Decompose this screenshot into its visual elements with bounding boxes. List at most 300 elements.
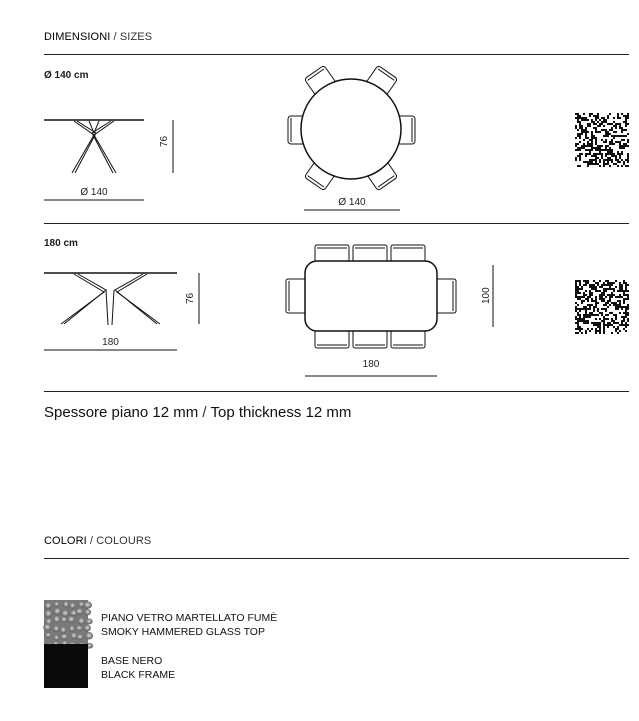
qr-module xyxy=(595,286,597,288)
qr-module xyxy=(601,129,603,131)
top-thickness-sep: / xyxy=(198,404,211,421)
qr-module xyxy=(607,115,609,117)
qr-module xyxy=(623,135,625,137)
qr-module xyxy=(601,149,603,151)
qr-module xyxy=(587,153,589,155)
qr-module xyxy=(587,131,589,133)
colours-title-en: COLOURS xyxy=(96,535,152,547)
qr-module xyxy=(619,117,621,119)
qr-module xyxy=(579,314,581,316)
qr-module xyxy=(619,302,621,304)
qr-module xyxy=(627,298,629,300)
qr-module xyxy=(609,159,611,161)
glass-dimple xyxy=(60,616,67,622)
qr-module xyxy=(611,123,613,125)
qr-module xyxy=(627,161,629,163)
qr-module xyxy=(577,129,579,131)
qr-module xyxy=(589,153,591,155)
glass-dimple xyxy=(86,619,93,625)
qr-module xyxy=(583,306,585,308)
qr-module xyxy=(613,125,615,127)
qr-module xyxy=(577,165,579,167)
qr-module xyxy=(585,298,587,300)
qr-module xyxy=(595,282,597,284)
qr-module xyxy=(591,119,593,121)
qr-module xyxy=(581,145,583,147)
qr-module xyxy=(589,312,591,314)
glass-dimple xyxy=(69,625,75,632)
qr-module xyxy=(579,147,581,149)
qr-module xyxy=(607,284,609,286)
qr-module xyxy=(593,308,595,310)
qr-module xyxy=(595,159,597,161)
qr-module xyxy=(603,165,605,167)
qr-module xyxy=(577,288,579,290)
qr-module xyxy=(577,290,579,292)
qr-module xyxy=(627,320,629,322)
qr-module xyxy=(623,280,625,282)
qr-module xyxy=(575,117,577,119)
top-thickness-it: Spessore piano 12 mm xyxy=(44,404,199,421)
qr-module xyxy=(593,159,595,161)
qr-module xyxy=(593,127,595,129)
round-rule xyxy=(44,223,629,224)
qr-module xyxy=(585,316,587,318)
qr-module xyxy=(623,312,625,314)
qr-module xyxy=(611,296,613,298)
qr-module xyxy=(611,151,613,153)
qr-module xyxy=(591,314,593,316)
qr-module xyxy=(617,153,619,155)
qr-module xyxy=(579,308,581,310)
qr-module xyxy=(599,159,601,161)
qr-module xyxy=(583,316,585,318)
qr-module xyxy=(617,115,619,117)
qr-module xyxy=(627,155,629,157)
round-top-width: Ø 140 xyxy=(338,197,366,208)
qr-module xyxy=(601,286,603,288)
qr-module xyxy=(577,119,579,121)
qr-module xyxy=(615,304,617,306)
qr-module xyxy=(599,312,601,314)
qr-module xyxy=(625,115,627,117)
qr-module xyxy=(597,125,599,127)
qr-module xyxy=(577,117,579,119)
qr-module xyxy=(589,294,591,296)
qr-module xyxy=(603,159,605,161)
qr-module xyxy=(613,322,615,324)
qr-module xyxy=(575,125,577,127)
qr-module xyxy=(623,318,625,320)
qr-module xyxy=(605,314,607,316)
qr-module xyxy=(617,159,619,161)
qr-module xyxy=(603,316,605,318)
qr-module xyxy=(575,316,577,318)
qr-module xyxy=(585,155,587,157)
qr-module xyxy=(611,284,613,286)
qr-module xyxy=(621,127,623,129)
qr-module xyxy=(575,294,577,296)
qr-module xyxy=(627,133,629,135)
qr-module xyxy=(581,302,583,304)
qr-module xyxy=(619,147,621,149)
qr-module xyxy=(611,302,613,304)
qr-module xyxy=(625,125,627,127)
qr-module xyxy=(581,296,583,298)
glass-dimple xyxy=(63,601,69,608)
qr-module xyxy=(587,320,589,322)
qr-module xyxy=(579,117,581,119)
qr-module xyxy=(587,308,589,310)
qr-module xyxy=(575,286,577,288)
qr-module xyxy=(597,310,599,312)
qr-module xyxy=(603,330,605,332)
qr-module xyxy=(577,332,579,334)
qr-module xyxy=(627,157,629,159)
qr-module xyxy=(591,147,593,149)
qr-module xyxy=(603,318,605,320)
qr-module xyxy=(605,121,607,123)
qr-module xyxy=(587,161,589,163)
qr-module xyxy=(591,137,593,139)
qr-module xyxy=(579,133,581,135)
qr-module xyxy=(607,153,609,155)
qr-module xyxy=(625,324,627,326)
qr-module xyxy=(583,322,585,324)
qr-module xyxy=(599,322,601,324)
qr-module xyxy=(583,143,585,145)
qr-module xyxy=(601,157,603,159)
qr-module xyxy=(605,280,607,282)
qr-module xyxy=(627,314,629,316)
qr-module xyxy=(603,163,605,165)
top-thickness xyxy=(44,404,351,421)
qr-module xyxy=(585,312,587,314)
qr-module xyxy=(585,135,587,137)
qr-module xyxy=(581,320,583,322)
qr-module xyxy=(579,115,581,117)
qr-module xyxy=(595,119,597,121)
qr-module xyxy=(613,153,615,155)
qr-module xyxy=(605,159,607,161)
qr-module xyxy=(613,117,615,119)
qr-module xyxy=(599,119,601,121)
qr-module xyxy=(595,306,597,308)
qr-module xyxy=(627,145,629,147)
qr-module xyxy=(589,163,591,165)
qr-module xyxy=(627,141,629,143)
qr-module xyxy=(583,296,585,298)
qr-module xyxy=(603,141,605,143)
qr-module xyxy=(599,123,601,125)
qr-module xyxy=(591,292,593,294)
qr-module xyxy=(601,123,603,125)
qr-module xyxy=(585,117,587,119)
qr-module xyxy=(583,294,585,296)
qr-module xyxy=(601,314,603,316)
qr-module xyxy=(579,282,581,284)
qr-module xyxy=(577,308,579,310)
qr-module xyxy=(577,147,579,149)
qr-module xyxy=(595,157,597,159)
qr-module xyxy=(619,155,621,157)
qr-module xyxy=(581,129,583,131)
qr-module xyxy=(579,298,581,300)
qr-module xyxy=(593,322,595,324)
rect-rule xyxy=(44,391,629,392)
qr-module xyxy=(611,149,613,151)
round-side-legs xyxy=(72,121,116,173)
qr-module xyxy=(597,121,599,123)
qr-module xyxy=(603,288,605,290)
qr-module xyxy=(579,316,581,318)
qr-module xyxy=(587,163,589,165)
qr-module xyxy=(615,123,617,125)
qr-module xyxy=(583,139,585,141)
qr-module xyxy=(617,151,619,153)
qr-module xyxy=(605,302,607,304)
qr-module xyxy=(621,131,623,133)
qr-module xyxy=(585,153,587,155)
qr-module xyxy=(611,320,613,322)
qr-module xyxy=(627,139,629,141)
qr-module xyxy=(575,113,577,115)
qr-module xyxy=(575,137,577,139)
qr-module xyxy=(575,296,577,298)
qr-module xyxy=(621,320,623,322)
qr-module xyxy=(609,149,611,151)
qr-module xyxy=(615,157,617,159)
qr-module xyxy=(609,113,611,115)
qr-module xyxy=(583,318,585,320)
qr-module xyxy=(605,135,607,137)
qr-module xyxy=(601,153,603,155)
qr-module xyxy=(579,159,581,161)
qr-module xyxy=(627,296,629,298)
qr-module xyxy=(619,294,621,296)
qr-module xyxy=(599,153,601,155)
qr-module xyxy=(579,328,581,330)
qr-module xyxy=(591,312,593,314)
qr-module xyxy=(619,282,621,284)
qr-module xyxy=(615,141,617,143)
qr-module xyxy=(621,135,623,137)
qr-module xyxy=(595,296,597,298)
qr-module xyxy=(589,304,591,306)
rect-chair xyxy=(286,279,306,313)
qr-module xyxy=(623,143,625,145)
qr-module xyxy=(595,149,597,151)
qr-module xyxy=(593,155,595,157)
qr-module xyxy=(605,288,607,290)
qr-module xyxy=(601,312,603,314)
qr-module xyxy=(617,161,619,163)
glass-dimple xyxy=(69,602,75,609)
qr-module xyxy=(621,129,623,131)
glass-dimple xyxy=(53,615,61,623)
qr-module xyxy=(577,113,579,115)
qr-module xyxy=(583,119,585,121)
qr-module xyxy=(575,318,577,320)
qr-module xyxy=(613,155,615,157)
glass-swatch xyxy=(44,600,88,644)
qr-module xyxy=(597,282,599,284)
qr-module xyxy=(605,119,607,121)
qr-module xyxy=(619,125,621,127)
qr-module xyxy=(623,129,625,131)
qr-module xyxy=(605,318,607,320)
qr-module xyxy=(621,296,623,298)
qr-module xyxy=(593,288,595,290)
qr-module xyxy=(579,127,581,129)
qr-module xyxy=(615,135,617,137)
qr-module xyxy=(593,153,595,155)
qr-module xyxy=(615,302,617,304)
qr-module xyxy=(603,125,605,127)
sizes-title-sep: / xyxy=(110,31,120,43)
qr-module xyxy=(587,125,589,127)
qr-module xyxy=(585,145,587,147)
rect-size-label: 180 cm xyxy=(44,238,78,249)
qr-module xyxy=(585,322,587,324)
qr-module xyxy=(577,121,579,123)
qr-module xyxy=(577,135,579,137)
qr-module xyxy=(609,288,611,290)
qr-module xyxy=(587,300,589,302)
qr-module xyxy=(621,159,623,161)
qr-module xyxy=(623,328,625,330)
qr-module xyxy=(617,326,619,328)
qr-module xyxy=(623,145,625,147)
qr-module xyxy=(609,294,611,296)
qr-module xyxy=(603,308,605,310)
qr-module xyxy=(589,151,591,153)
rect-side-height: 76 xyxy=(185,292,196,304)
qr-module xyxy=(611,292,613,294)
qr-module xyxy=(583,292,585,294)
qr-module xyxy=(587,322,589,324)
qr-module xyxy=(607,280,609,282)
rect-chair xyxy=(436,279,456,313)
qr-module xyxy=(619,145,621,147)
qr-module xyxy=(597,115,599,117)
qr-module xyxy=(599,151,601,153)
qr-module xyxy=(591,284,593,286)
qr-module xyxy=(603,294,605,296)
qr-module xyxy=(619,143,621,145)
qr-module xyxy=(619,141,621,143)
qr-module xyxy=(607,318,609,320)
rect-qr-code xyxy=(575,280,629,334)
qr-module xyxy=(625,330,627,332)
qr-module xyxy=(615,127,617,129)
qr-module xyxy=(619,312,621,314)
qr-module xyxy=(595,298,597,300)
qr-module xyxy=(617,117,619,119)
qr-module xyxy=(579,284,581,286)
qr-module xyxy=(617,123,619,125)
qr-module xyxy=(603,304,605,306)
glass-dimple xyxy=(60,626,67,633)
qr-module xyxy=(611,153,613,155)
rect-top-depth: 100 xyxy=(481,287,492,304)
round-tabletop xyxy=(301,79,401,179)
qr-module xyxy=(627,159,629,161)
qr-module xyxy=(611,135,613,137)
qr-module xyxy=(627,115,629,117)
qr-module xyxy=(613,326,615,328)
qr-module xyxy=(587,298,589,300)
qr-module xyxy=(577,312,579,314)
qr-module xyxy=(603,135,605,137)
qr-module xyxy=(585,284,587,286)
rect-side-width: 180 xyxy=(102,337,119,348)
glass-dimple xyxy=(61,610,69,617)
qr-module xyxy=(591,133,593,135)
qr-module xyxy=(621,324,623,326)
qr-module xyxy=(583,308,585,310)
qr-module xyxy=(601,155,603,157)
qr-module xyxy=(603,320,605,322)
qr-module xyxy=(609,151,611,153)
qr-module xyxy=(599,145,601,147)
qr-module xyxy=(595,318,597,320)
qr-module xyxy=(615,131,617,133)
qr-module xyxy=(613,290,615,292)
qr-module xyxy=(595,141,597,143)
qr-module xyxy=(601,292,603,294)
qr-module xyxy=(601,308,603,310)
qr-module xyxy=(585,127,587,129)
qr-module xyxy=(625,282,627,284)
qr-module xyxy=(621,306,623,308)
qr-module xyxy=(597,153,599,155)
qr-module xyxy=(603,328,605,330)
qr-module xyxy=(577,318,579,320)
qr-module xyxy=(597,302,599,304)
qr-module xyxy=(605,133,607,135)
qr-module xyxy=(601,294,603,296)
qr-module xyxy=(585,129,587,131)
qr-module xyxy=(617,332,619,334)
qr-module xyxy=(597,149,599,151)
qr-module xyxy=(623,282,625,284)
qr-module xyxy=(595,330,597,332)
qr-module xyxy=(595,302,597,304)
qr-module xyxy=(581,308,583,310)
qr-module xyxy=(597,314,599,316)
qr-module xyxy=(585,314,587,316)
qr-module xyxy=(607,300,609,302)
qr-module xyxy=(579,296,581,298)
qr-module xyxy=(595,139,597,141)
qr-module xyxy=(611,129,613,131)
qr-module xyxy=(607,288,609,290)
qr-module xyxy=(625,306,627,308)
qr-module xyxy=(581,328,583,330)
qr-module xyxy=(597,147,599,149)
qr-module xyxy=(591,145,593,147)
qr-module xyxy=(591,163,593,165)
qr-module xyxy=(575,282,577,284)
qr-module xyxy=(595,131,597,133)
qr-module xyxy=(589,314,591,316)
qr-module xyxy=(621,322,623,324)
qr-module xyxy=(593,115,595,117)
qr-module xyxy=(599,298,601,300)
qr-module xyxy=(575,306,577,308)
qr-module xyxy=(599,294,601,296)
